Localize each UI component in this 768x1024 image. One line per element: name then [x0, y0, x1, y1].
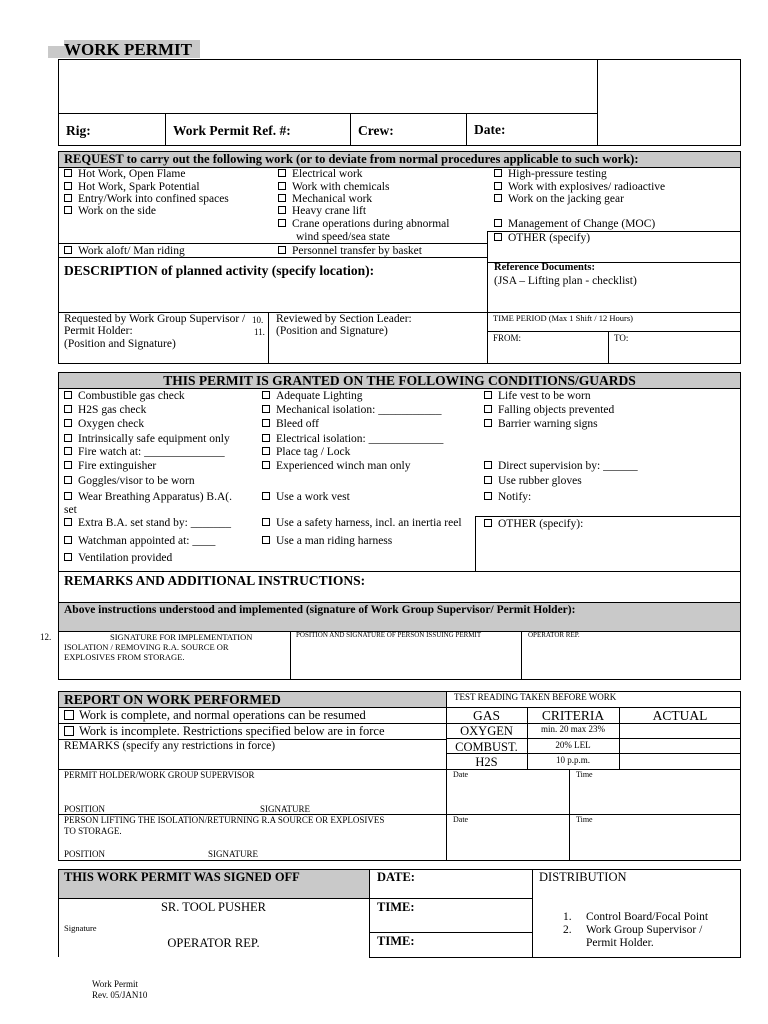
checkbox[interactable]	[64, 518, 72, 526]
footer-revision: Rev. 05/JAN10	[92, 990, 148, 1000]
condition-item[interactable]: Falling objects prevented	[484, 404, 614, 417]
operator-rep-signoff-label: OPERATOR REP.	[167, 936, 260, 950]
condition-item[interactable]: Electrical isolation: _____________	[262, 433, 443, 446]
checkbox[interactable]	[64, 246, 72, 254]
checkbox[interactable]	[64, 405, 72, 413]
checkbox[interactable]	[484, 461, 492, 469]
checkbox[interactable]	[64, 553, 72, 561]
checkbox[interactable]	[494, 169, 502, 177]
time-period-label: TIME PERIOD (Max 1 Shift / 12 Hours)	[493, 313, 634, 323]
tool-pusher-label: SR. TOOL PUSHER	[160, 900, 266, 914]
gas-name: COMBUST.	[455, 740, 518, 754]
checkbox[interactable]	[64, 194, 72, 202]
checkbox[interactable]	[494, 182, 502, 190]
request-item[interactable]: Mechanical work	[278, 193, 372, 206]
gas-criteria: 10 p.p.m.	[555, 755, 590, 765]
reviewed-by-line2: (Position and Signature)	[276, 325, 388, 337]
request-work-aloft[interactable]: Work aloft/ Man riding	[64, 245, 185, 258]
description-label: DESCRIPTION of planned activity (specify location):	[64, 263, 375, 278]
condition-item[interactable]: H2S gas check	[64, 404, 146, 417]
lifting-label-line1: PERSON LIFTING THE ISOLATION/RETURNING R.A SOURCE OR EXPLOSIVES	[64, 815, 385, 825]
checkbox[interactable]	[484, 492, 492, 500]
request-heading: REQUEST to carry out the following work (or to deviate from normal procedures applicable to such work):	[64, 152, 639, 166]
signoff-time-label: TIME:	[377, 900, 415, 914]
report-heading: REPORT ON WORK PERFORMED	[64, 692, 281, 707]
request-item[interactable]: Management of Change (MOC)	[494, 218, 655, 231]
checkbox[interactable]	[262, 461, 270, 469]
condition-breathing[interactable]: Wear Breathing Apparatus) B.A(.	[64, 491, 232, 504]
request-item[interactable]: Heavy crane lift	[278, 205, 366, 218]
checkbox[interactable]	[262, 419, 270, 427]
requested-by-line1: Requested by Work Group Supervisor /	[64, 313, 246, 325]
page-title: WORK PERMIT	[64, 40, 192, 59]
work-complete-option[interactable]: Work is complete, and normal operations can be resumed	[64, 708, 366, 723]
reviewed-by-line1: Reviewed by Section Leader:	[276, 313, 412, 325]
from-label: FROM:	[493, 333, 522, 343]
checkbox[interactable]	[64, 434, 72, 442]
gas-header: GAS	[472, 708, 500, 723]
lifting-label-line2: TO STORAGE.	[64, 826, 122, 836]
checkbox[interactable]	[64, 492, 72, 500]
condition-item[interactable]: Goggles/visor to be worn	[64, 475, 195, 488]
condition-watchman[interactable]: Watchman appointed at: ____	[64, 535, 215, 548]
checkbox[interactable]	[64, 169, 72, 177]
condition-item[interactable]: Fire extinguisher	[64, 460, 156, 473]
condition-item[interactable]: Direct supervision by: ______	[484, 460, 638, 473]
checkbox[interactable]	[64, 710, 74, 720]
permit-ref-label: Work Permit Ref. #:	[173, 123, 291, 138]
date-label: Date:	[474, 122, 506, 137]
checkbox[interactable]	[64, 447, 72, 455]
checkbox[interactable]	[64, 476, 72, 484]
remarks-label: REMARKS AND ADDITIONAL INSTRUCTIONS:	[64, 573, 366, 588]
request-item-continued: wind speed/sea state	[296, 231, 390, 243]
request-personnel-transfer[interactable]: Personnel transfer by basket	[278, 245, 422, 258]
checkbox[interactable]	[262, 492, 270, 500]
conditions-heading: THIS PERMIT IS GRANTED ON THE FOLLOWING CONDITIONS/GUARDS	[163, 373, 636, 388]
condition-item[interactable]: Use rubber gloves	[484, 475, 582, 488]
request-item[interactable]: Work with chemicals	[278, 181, 389, 194]
condition-ventilation[interactable]: Ventilation provided	[64, 552, 172, 565]
condition-work-vest[interactable]: Use a work vest	[262, 491, 350, 504]
gas-name: H2S	[475, 755, 498, 769]
ref-docs-title: Reference Documents:	[494, 262, 595, 273]
request-item[interactable]: High-pressure testing	[494, 168, 607, 181]
checkbox[interactable]	[484, 419, 492, 427]
condition-item[interactable]: Fire watch at: ______________	[64, 446, 225, 459]
distribution-item: Control Board/Focal Point	[586, 911, 709, 923]
number-12: 12.	[40, 632, 52, 642]
checkbox[interactable]	[494, 219, 502, 227]
sig-impl-line2: ISOLATION / REMOVING R.A. SOURCE OR	[64, 642, 229, 652]
checkbox[interactable]	[484, 519, 492, 527]
condition-breathing-continued: set	[64, 504, 77, 516]
report-remarks-label: REMARKS (specify any restrictions in force)	[64, 740, 276, 752]
condition-item[interactable]: Bleed off	[262, 418, 319, 431]
checkbox[interactable]	[64, 726, 74, 736]
signature-label: SIGNATURE	[208, 849, 259, 859]
date-field-label: Date	[453, 815, 469, 824]
checkbox[interactable]	[278, 246, 286, 254]
checkbox[interactable]	[64, 461, 72, 469]
checkbox[interactable]	[484, 476, 492, 484]
date-field-label: Date	[453, 770, 469, 779]
condition-item[interactable]: Adequate Lighting	[262, 390, 363, 403]
checkbox[interactable]	[64, 182, 72, 190]
time-field-label: Time	[576, 770, 593, 779]
checkbox[interactable]	[64, 391, 72, 399]
checkbox[interactable]	[278, 219, 286, 227]
position-issuing-label: POSITION AND SIGNATURE OF PERSON ISSUING PERMIT	[296, 631, 482, 639]
checkbox[interactable]	[278, 206, 286, 214]
work-incomplete-option[interactable]: Work is incomplete. Restrictions specified below are in force	[64, 724, 385, 739]
gas-criteria: min. 20 max 23%	[541, 724, 605, 734]
checkbox[interactable]	[262, 536, 270, 544]
condition-harness[interactable]: Use a safety harness, incl. an inertia reel	[262, 517, 462, 530]
actual-header: ACTUAL	[652, 708, 708, 723]
above-instructions: Above instructions understood and implemented (signature of Work Group Supervisor/ Permit Holder):	[64, 604, 576, 616]
gas-criteria: 20% LEL	[555, 740, 591, 750]
condition-item[interactable]: Mechanical isolation: ___________	[262, 404, 441, 417]
sig-impl-line3: EXPLOSIVES FROM STORAGE.	[64, 652, 185, 662]
checkbox[interactable]	[278, 182, 286, 190]
criteria-header: CRITERIA	[541, 708, 605, 723]
signoff-date-label: DATE:	[377, 870, 415, 884]
condition-item[interactable]: Experienced winch man only	[262, 460, 410, 473]
checkbox[interactable]	[278, 169, 286, 177]
to-label: TO:	[614, 333, 629, 343]
checkbox[interactable]	[484, 391, 492, 399]
ref-docs-value: (JSA – Lifting plan - checklist)	[494, 275, 637, 287]
footer-doc-name: Work Permit	[92, 979, 139, 989]
header-box	[58, 59, 741, 146]
sig-impl-line1: SIGNATURE FOR IMPLEMENTATION	[110, 632, 253, 642]
request-item[interactable]: Crane operations during abnormal	[278, 218, 449, 231]
condition-item[interactable]: Intrinsically safe equipment only	[64, 433, 230, 446]
condition-other[interactable]: OTHER (specify):	[484, 518, 583, 531]
title-bar-left	[48, 46, 64, 58]
requested-by-line2: Permit Holder:	[64, 325, 133, 337]
request-item[interactable]: Work on the jacking gear	[494, 193, 624, 206]
checkbox[interactable]	[64, 206, 72, 214]
request-item[interactable]: Work on the side	[64, 205, 156, 218]
condition-item[interactable]: Place tag / Lock	[262, 446, 350, 459]
checkbox[interactable]	[64, 419, 72, 427]
request-other[interactable]: OTHER (specify)	[494, 232, 590, 245]
gas-name: OXYGEN	[460, 724, 513, 738]
checkbox[interactable]	[262, 405, 270, 413]
signoff-heading: THIS WORK PERMIT WAS SIGNED OFF	[64, 870, 300, 884]
condition-item[interactable]: Combustible gas check	[64, 390, 185, 403]
condition-item[interactable]: Notify:	[484, 491, 531, 504]
permit-holder-label: PERMIT HOLDER/WORK GROUP SUPERVISOR	[64, 770, 255, 780]
crew-label: Crew:	[358, 123, 394, 138]
request-item[interactable]: Entry/Work into confined spaces	[64, 193, 229, 206]
distribution-number: 2.	[563, 924, 572, 936]
checkbox[interactable]	[494, 194, 502, 202]
signoff-time-label: TIME:	[377, 934, 415, 948]
test-reading-label: TEST READING TAKEN BEFORE WORK	[454, 692, 617, 702]
request-item[interactable]: Electrical work	[278, 168, 363, 181]
condition-item[interactable]: Barrier warning signs	[484, 418, 598, 431]
checkbox[interactable]	[494, 233, 502, 241]
distribution-item-continued: Permit Holder.	[586, 937, 654, 949]
number-11: 11.	[254, 327, 265, 337]
requested-by-line3: (Position and Signature)	[64, 338, 176, 350]
rig-label: Rig:	[66, 123, 91, 138]
distribution-item: Work Group Supervisor /	[586, 924, 703, 936]
request-item[interactable]: Hot Work, Spark Potential	[64, 181, 200, 194]
checkbox[interactable]	[278, 194, 286, 202]
condition-extra-ba[interactable]: Extra B.A. set stand by: _______	[64, 517, 231, 530]
operator-rep-label: OPERATOR REP.	[528, 631, 580, 639]
position-label: POSITION	[64, 804, 106, 814]
checkbox[interactable]	[262, 447, 270, 455]
time-field-label: Time	[576, 815, 593, 824]
number-10: 10.	[252, 315, 264, 325]
condition-man-riding[interactable]: Use a man riding harness	[262, 535, 392, 548]
request-item[interactable]: Work with explosives/ radioactive	[494, 181, 665, 194]
checkbox[interactable]	[484, 405, 492, 413]
distribution-label: DISTRIBUTION	[539, 870, 627, 884]
signature-label: SIGNATURE	[260, 804, 311, 814]
distribution-number: 1.	[563, 911, 572, 923]
signature-small-label: Signature	[64, 923, 97, 933]
position-label: POSITION	[64, 849, 106, 859]
checkbox[interactable]	[262, 391, 270, 399]
condition-item[interactable]: Oxygen check	[64, 418, 144, 431]
checkbox[interactable]	[64, 536, 72, 544]
checkbox[interactable]	[262, 518, 270, 526]
checkbox[interactable]	[262, 434, 270, 442]
request-item[interactable]: Hot Work, Open Flame	[64, 168, 185, 181]
condition-item[interactable]: Life vest to be worn	[484, 390, 591, 403]
